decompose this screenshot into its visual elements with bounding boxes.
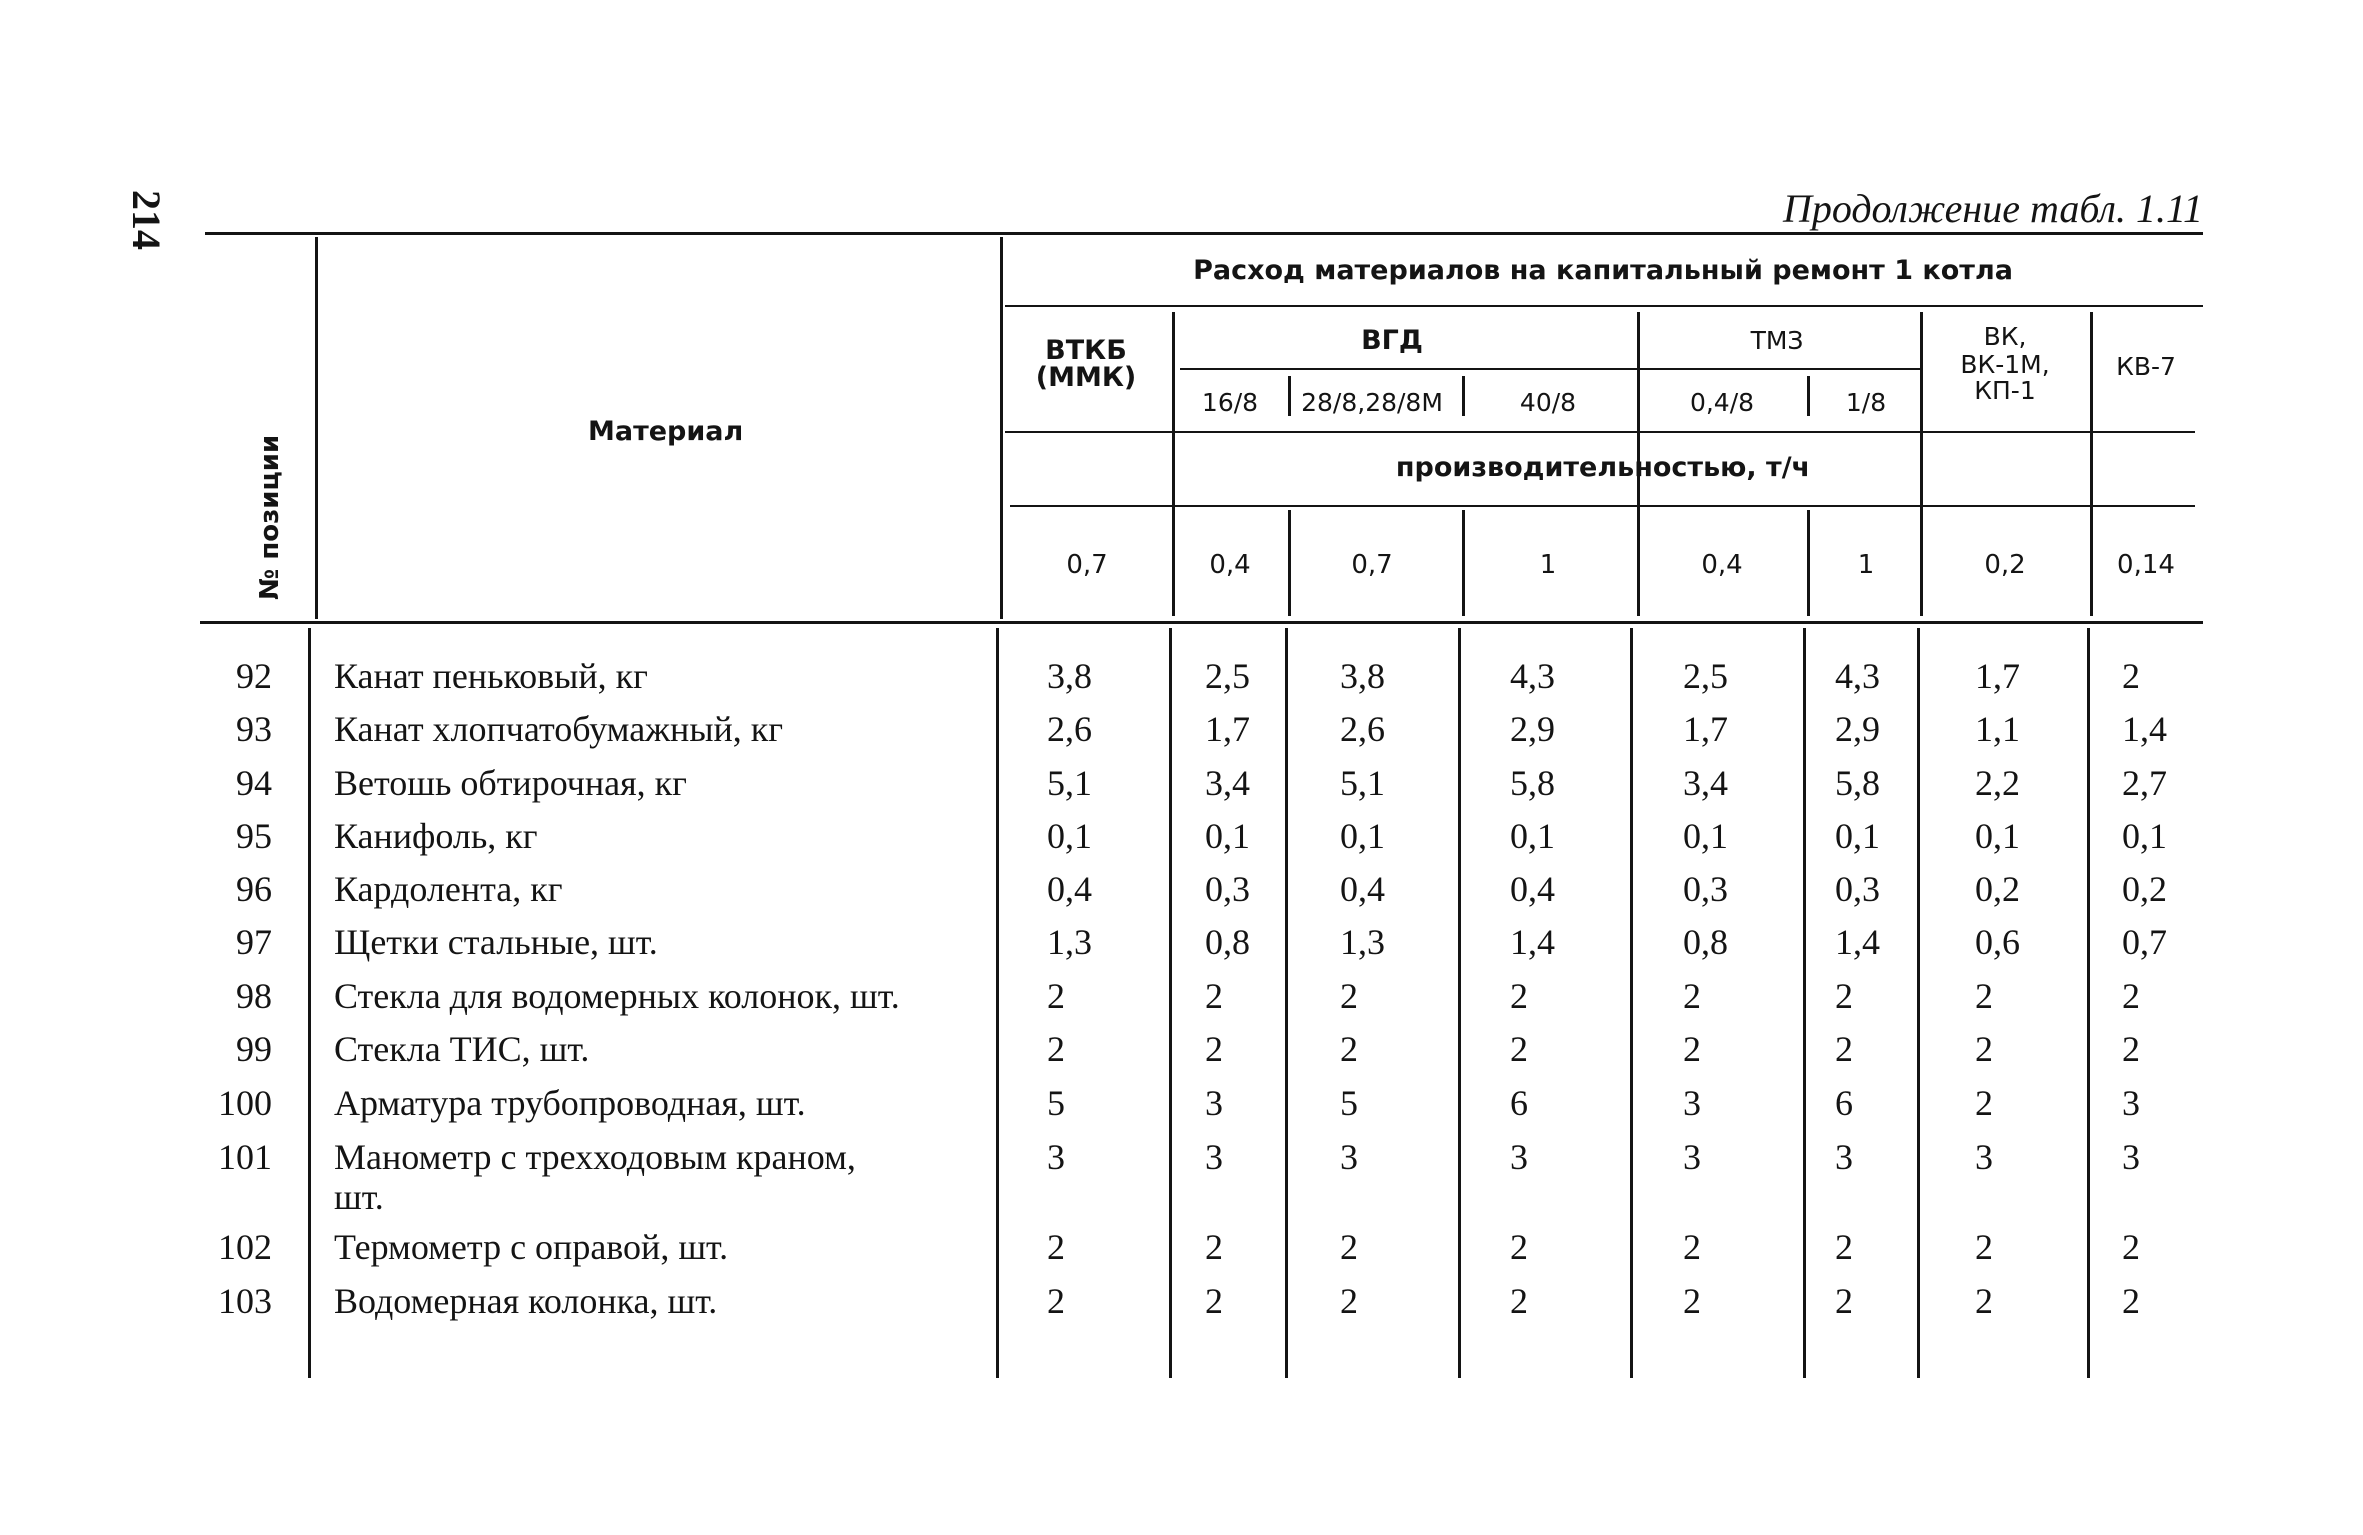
subtype-rule	[1005, 431, 2195, 433]
boiler-vtkb-sub: (ММК)	[1035, 362, 1137, 393]
row-value: 3	[2122, 1083, 2140, 1123]
page-number: 214	[124, 190, 169, 250]
row-material: Стекла для водомерных колонок, шт.	[334, 976, 900, 1016]
row-value: 2,5	[1683, 656, 1728, 696]
row-value: 3	[1835, 1137, 1853, 1177]
vgd-rule	[1180, 368, 1640, 370]
capacity-value: 0,7	[1351, 550, 1393, 580]
body-col-divider-4	[1630, 628, 1633, 1378]
row-value: 0,1	[1205, 816, 1250, 856]
row-value: 4,3	[1510, 656, 1555, 696]
row-value: 2	[1975, 1227, 1993, 1267]
table-caption: Продолжение табл. 1.11	[1782, 186, 2203, 231]
material-col-divider	[1000, 237, 1003, 619]
row-material: Кардолента, кг	[334, 869, 563, 909]
row-number: 103	[218, 1281, 272, 1321]
row-number: 92	[236, 656, 272, 696]
row-value: 3	[1975, 1137, 1993, 1177]
row-value: 3	[1047, 1137, 1065, 1177]
row-value: 0,2	[1975, 869, 2020, 909]
capacity-value: 0,14	[2117, 550, 2175, 580]
row-value: 2	[1510, 976, 1528, 1016]
row-value: 2	[2122, 1227, 2140, 1267]
boiler-tmz: ТМЗ	[1750, 326, 1804, 355]
row-value: 1,3	[1340, 922, 1385, 962]
capacity-value: 0,7	[1066, 550, 1108, 580]
row-material-continuation: шт.	[334, 1177, 384, 1217]
body-col-divider-5	[1803, 628, 1806, 1378]
capacity-value: 0,4	[1209, 550, 1251, 580]
row-value: 2	[1975, 976, 1993, 1016]
row-value: 3	[1683, 1083, 1701, 1123]
row-value: 2	[1975, 1029, 1993, 1069]
row-value: 0,1	[1835, 816, 1880, 856]
row-value: 2	[1510, 1227, 1528, 1267]
row-value: 1,7	[1205, 709, 1250, 749]
row-material: Манометр с трехходовым краном,	[334, 1137, 856, 1177]
row-value: 3	[1205, 1137, 1223, 1177]
cap-divider-3	[1807, 510, 1810, 616]
row-value: 2,2	[1975, 763, 2020, 803]
row-value: 5	[1340, 1083, 1358, 1123]
capacity-value: 1	[1539, 550, 1557, 580]
row-value: 2	[1340, 1281, 1358, 1321]
body-pos-divider	[308, 628, 311, 1378]
row-value: 3	[1205, 1083, 1223, 1123]
top-rule	[205, 232, 2203, 235]
row-value: 2	[1510, 1029, 1528, 1069]
boiler-kv7: КВ-7	[2116, 352, 2176, 381]
row-number: 96	[236, 869, 272, 909]
position-column-header: № позиции	[255, 434, 285, 600]
row-value: 2	[1835, 1281, 1853, 1321]
row-value: 6	[1510, 1083, 1528, 1123]
row-value: 2	[1047, 1227, 1065, 1267]
row-value: 2	[1510, 1281, 1528, 1321]
row-material: Канифоль, кг	[334, 816, 538, 856]
row-material: Водомерная колонка, шт.	[334, 1281, 718, 1321]
row-value: 1,4	[1835, 922, 1880, 962]
row-value: 2	[1835, 1029, 1853, 1069]
row-value: 6	[1835, 1083, 1853, 1123]
tmz-rule	[1640, 368, 1920, 370]
row-value: 0,4	[1340, 869, 1385, 909]
row-value: 2	[1683, 1227, 1701, 1267]
capacity-value: 0,4	[1701, 550, 1743, 580]
row-value: 0,8	[1683, 922, 1728, 962]
row-value: 1,7	[1975, 656, 2020, 696]
subtype-0-4-8: 0,4/8	[1689, 388, 1755, 417]
row-number: 94	[236, 763, 272, 803]
cap-divider-2	[1462, 510, 1465, 616]
row-value: 0,7	[2122, 922, 2167, 962]
row-value: 2,9	[1835, 709, 1880, 749]
row-number: 98	[236, 976, 272, 1016]
row-value: 0,1	[1683, 816, 1728, 856]
row-value: 2	[1683, 1281, 1701, 1321]
tmz-sub-divider	[1807, 376, 1810, 416]
row-value: 2,6	[1340, 709, 1385, 749]
capacity-rule	[1010, 505, 2195, 507]
row-value: 0,2	[2122, 869, 2167, 909]
body-col-divider-7	[2087, 628, 2090, 1378]
row-value: 3,8	[1047, 656, 1092, 696]
row-material: Термометр с оправой, шт.	[334, 1227, 729, 1267]
row-number: 97	[236, 922, 272, 962]
subtype-40-8: 40/8	[1519, 388, 1577, 417]
row-value: 2	[1205, 1029, 1223, 1069]
vgd-sub-divider-1	[1288, 376, 1291, 416]
row-value: 2	[1835, 1227, 1853, 1267]
row-material: Канат пеньковый, кг	[334, 656, 648, 696]
row-value: 1,7	[1683, 709, 1728, 749]
row-value: 2	[1340, 1227, 1358, 1267]
row-value: 2,6	[1047, 709, 1092, 749]
row-material: Канат хлопчатобумажный, кг	[334, 709, 784, 749]
row-value: 3	[1683, 1137, 1701, 1177]
row-value: 1,4	[2122, 709, 2167, 749]
row-value: 1,1	[1975, 709, 2020, 749]
row-value: 0,1	[1975, 816, 2020, 856]
capacity-value: 0,2	[1984, 550, 2026, 580]
row-value: 2	[1975, 1281, 1993, 1321]
tmz-vk-divider	[1920, 312, 1923, 616]
row-value: 0,3	[1683, 869, 1728, 909]
subtype-1-8: 1/8	[1845, 388, 1887, 417]
subtype-16-8: 16/8	[1201, 388, 1259, 417]
row-value: 2,5	[1205, 656, 1250, 696]
row-value: 2	[2122, 656, 2140, 696]
row-value: 2	[1205, 1281, 1223, 1321]
boiler-vtkb: ВТКБ	[1045, 335, 1127, 366]
row-value: 3	[1510, 1137, 1528, 1177]
row-value: 0,4	[1047, 869, 1092, 909]
row-value: 2	[1835, 976, 1853, 1016]
row-value: 0,1	[1340, 816, 1385, 856]
row-value: 5,8	[1835, 763, 1880, 803]
row-value: 0,8	[1205, 922, 1250, 962]
row-value: 2	[1683, 1029, 1701, 1069]
boiler-vk-line2: ВК-1М,	[1960, 350, 2050, 379]
row-value: 3	[2122, 1137, 2140, 1177]
row-value: 0,4	[1510, 869, 1555, 909]
row-number: 102	[218, 1227, 272, 1267]
row-value: 1,3	[1047, 922, 1092, 962]
row-number: 93	[236, 709, 272, 749]
row-number: 100	[218, 1083, 272, 1123]
body-col-divider-1	[1169, 628, 1172, 1378]
group-title: Расход материалов на капитальный ремонт 1 котла	[1193, 255, 2013, 286]
row-number: 99	[236, 1029, 272, 1069]
row-value: 2	[2122, 1029, 2140, 1069]
row-number: 101	[218, 1137, 272, 1177]
vgd-sub-divider-2	[1462, 376, 1465, 416]
row-value: 3,4	[1683, 763, 1728, 803]
row-value: 0,3	[1835, 869, 1880, 909]
row-value: 2	[1975, 1083, 1993, 1123]
vk-kv7-divider	[2090, 312, 2093, 616]
row-value: 0,3	[1205, 869, 1250, 909]
cap-divider-1	[1288, 510, 1291, 616]
row-material: Щетки стальные, шт.	[334, 922, 658, 962]
row-value: 4,3	[1835, 656, 1880, 696]
row-material: Арматура трубопроводная, шт.	[334, 1083, 806, 1123]
row-value: 2	[2122, 976, 2140, 1016]
header-bottom-rule	[200, 621, 2203, 624]
row-value: 5,8	[1510, 763, 1555, 803]
boiler-vk-line3: КП-1	[1974, 376, 2036, 405]
row-value: 2	[1047, 1029, 1065, 1069]
group-title-rule	[1005, 305, 2203, 307]
row-value: 0,1	[1510, 816, 1555, 856]
subtype-28-8: 28/8,28/8М	[1301, 388, 1443, 417]
row-value: 2,7	[2122, 763, 2167, 803]
row-value: 2	[1340, 976, 1358, 1016]
row-value: 2	[1047, 1281, 1065, 1321]
row-material: Ветошь обтирочная, кг	[334, 763, 687, 803]
material-column-header: Материал	[588, 416, 744, 447]
row-value: 0,1	[1047, 816, 1092, 856]
row-value: 0,1	[2122, 816, 2167, 856]
row-value: 2,9	[1510, 709, 1555, 749]
row-value: 0,6	[1975, 922, 2020, 962]
boiler-vgd: ВГД	[1361, 325, 1423, 356]
row-value: 5,1	[1340, 763, 1385, 803]
capacity-value: 1	[1857, 550, 1875, 580]
body-col-divider-2	[1285, 628, 1288, 1378]
body-col-divider-6	[1917, 628, 1920, 1378]
row-value: 1,4	[1510, 922, 1555, 962]
row-value: 3,4	[1205, 763, 1250, 803]
row-value: 5	[1047, 1083, 1065, 1123]
row-value: 2	[1205, 1227, 1223, 1267]
row-value: 2	[2122, 1281, 2140, 1321]
row-value: 3	[1340, 1137, 1358, 1177]
row-material: Стекла ТИС, шт.	[334, 1029, 590, 1069]
vtkb-divider	[1172, 312, 1175, 616]
boiler-vk-line1: ВК,	[1983, 322, 2027, 351]
row-value: 2	[1683, 976, 1701, 1016]
row-number: 95	[236, 816, 272, 856]
row-value: 5,1	[1047, 763, 1092, 803]
body-material-divider	[996, 628, 999, 1378]
pos-col-divider	[315, 237, 318, 619]
capacity-label: производительностью, т/ч	[1395, 452, 1811, 483]
body-col-divider-3	[1458, 628, 1461, 1378]
row-value: 2	[1340, 1029, 1358, 1069]
row-value: 2	[1047, 976, 1065, 1016]
row-value: 3,8	[1340, 656, 1385, 696]
row-value: 2	[1205, 976, 1223, 1016]
